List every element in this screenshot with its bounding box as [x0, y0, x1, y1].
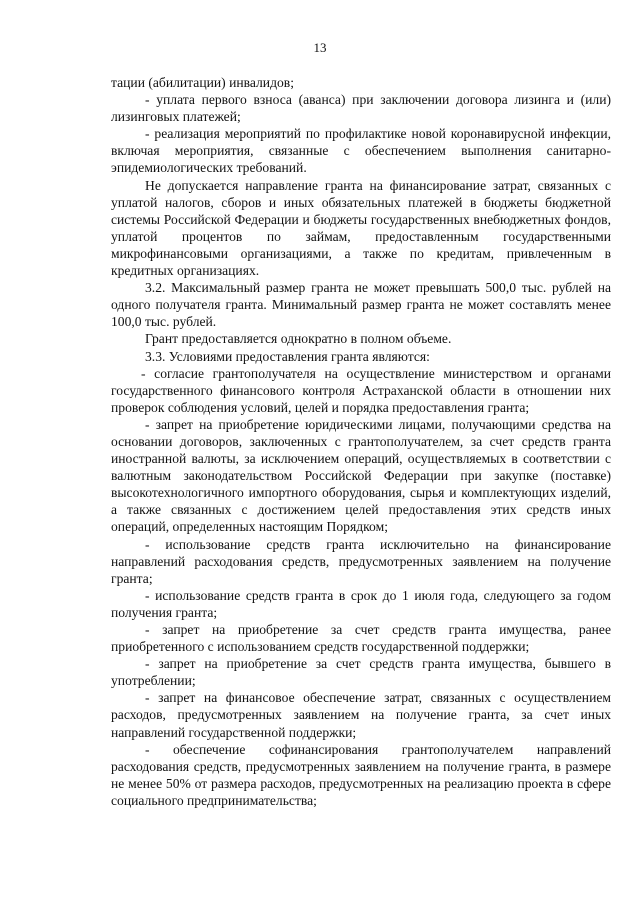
- paragraph-prohibited-expenses: Не допускается направление гранта на финансирование затрат, связанных с уплатой налогов, сборов и иных обязательных платежей в бюджеты бюджетной системы Российской Федерации и бюджеты государственных внебюджетных фондов, уплатой процентов по займам, предоставленным государственными микрофинансовыми организациями, а также по кредитам, привлеченным в кредитных организациях.: [111, 177, 611, 279]
- paragraph-used-property: - запрет на приобретение за счет средств гранта имущества, бывшего в употреблении;: [111, 656, 611, 689]
- paragraph-previously-supported-property: - запрет на приобретение за счет средств гранта имущества, ранее приобретенного с использованием средств государственной поддержки;: [111, 622, 611, 655]
- paragraph-exclusive-use: - использование средств гранта исключительно на финансирование направлений расходования средств, предусмотренных заявлением на получение гранта;: [111, 536, 611, 586]
- paragraph-conditions-heading: 3.3. Условиями предоставления гранта являются:: [145, 348, 430, 364]
- paragraph-covid-prevention: - реализация мероприятий по профилактике новой коронавирусной инфекции, включая мероприятия, связанные с обеспечением выполнения санитарно-эпидемиологических требований.: [111, 126, 611, 176]
- paragraph-inspection-consent: - согласие грантополучателя на осуществление министерством и органами государственного финансового контроля Астраханской области в отношении них проверок соблюдения условий, целей и порядка предоставления гранта;: [111, 365, 611, 415]
- paragraph-grant-size: 3.2. Максимальный размер гранта не может превышать 500,0 тыс. рублей на одного получателя гранта. Минимальный размер гранта не может составлять менее 100,0 тыс. рублей.: [111, 280, 611, 330]
- paragraph-rehabilitation-end: тации (абилитации) инвалидов;: [111, 75, 294, 90]
- paragraph-double-funding-ban: - запрет на финансовое обеспечение затрат, связанных с осуществлением расходов, предусмотренных заявлением на получение гранта, за счет иных направлений государственной поддержки;: [111, 690, 611, 740]
- paragraph-one-time-grant: Грант предоставляется однократно в полном объеме.: [145, 331, 452, 347]
- document-body: [111, 74, 611, 809]
- paragraph-leasing-payment: - уплата первого взноса (аванса) при заключении договора лизинга и (или) лизинговых платежей;: [111, 92, 611, 125]
- page-number: 13: [313, 40, 327, 55]
- paragraph-deadline: - использование средств гранта в срок до 1 июля года, следующего за годом получения гранта;: [111, 587, 611, 620]
- paragraph-foreign-currency-ban: - запрет на приобретение юридическими лицами, получающими средства на основании договоров, заключенных с грантополучателем, за счет средств гранта иностранной валюты, за исключением операций, осуществляемых в соответствии с валютным законодательством Российской Федерации при закупке (поставке) высокотехнологичного импортного оборудования, сырья и комплектующих изделий, а также связанных с достижением целей предоставления этих средств иных операций, определенных настоящим Порядком;: [111, 416, 611, 535]
- paragraph-cofinancing: - обеспечение софинансирования грантополучателем направлений расходования средств, предусмотренных заявлением на получение гранта, в размере не менее 50% от размера расходов, предусмотренных на реализацию проекта в сфере социального предпринимательства;: [111, 741, 611, 808]
